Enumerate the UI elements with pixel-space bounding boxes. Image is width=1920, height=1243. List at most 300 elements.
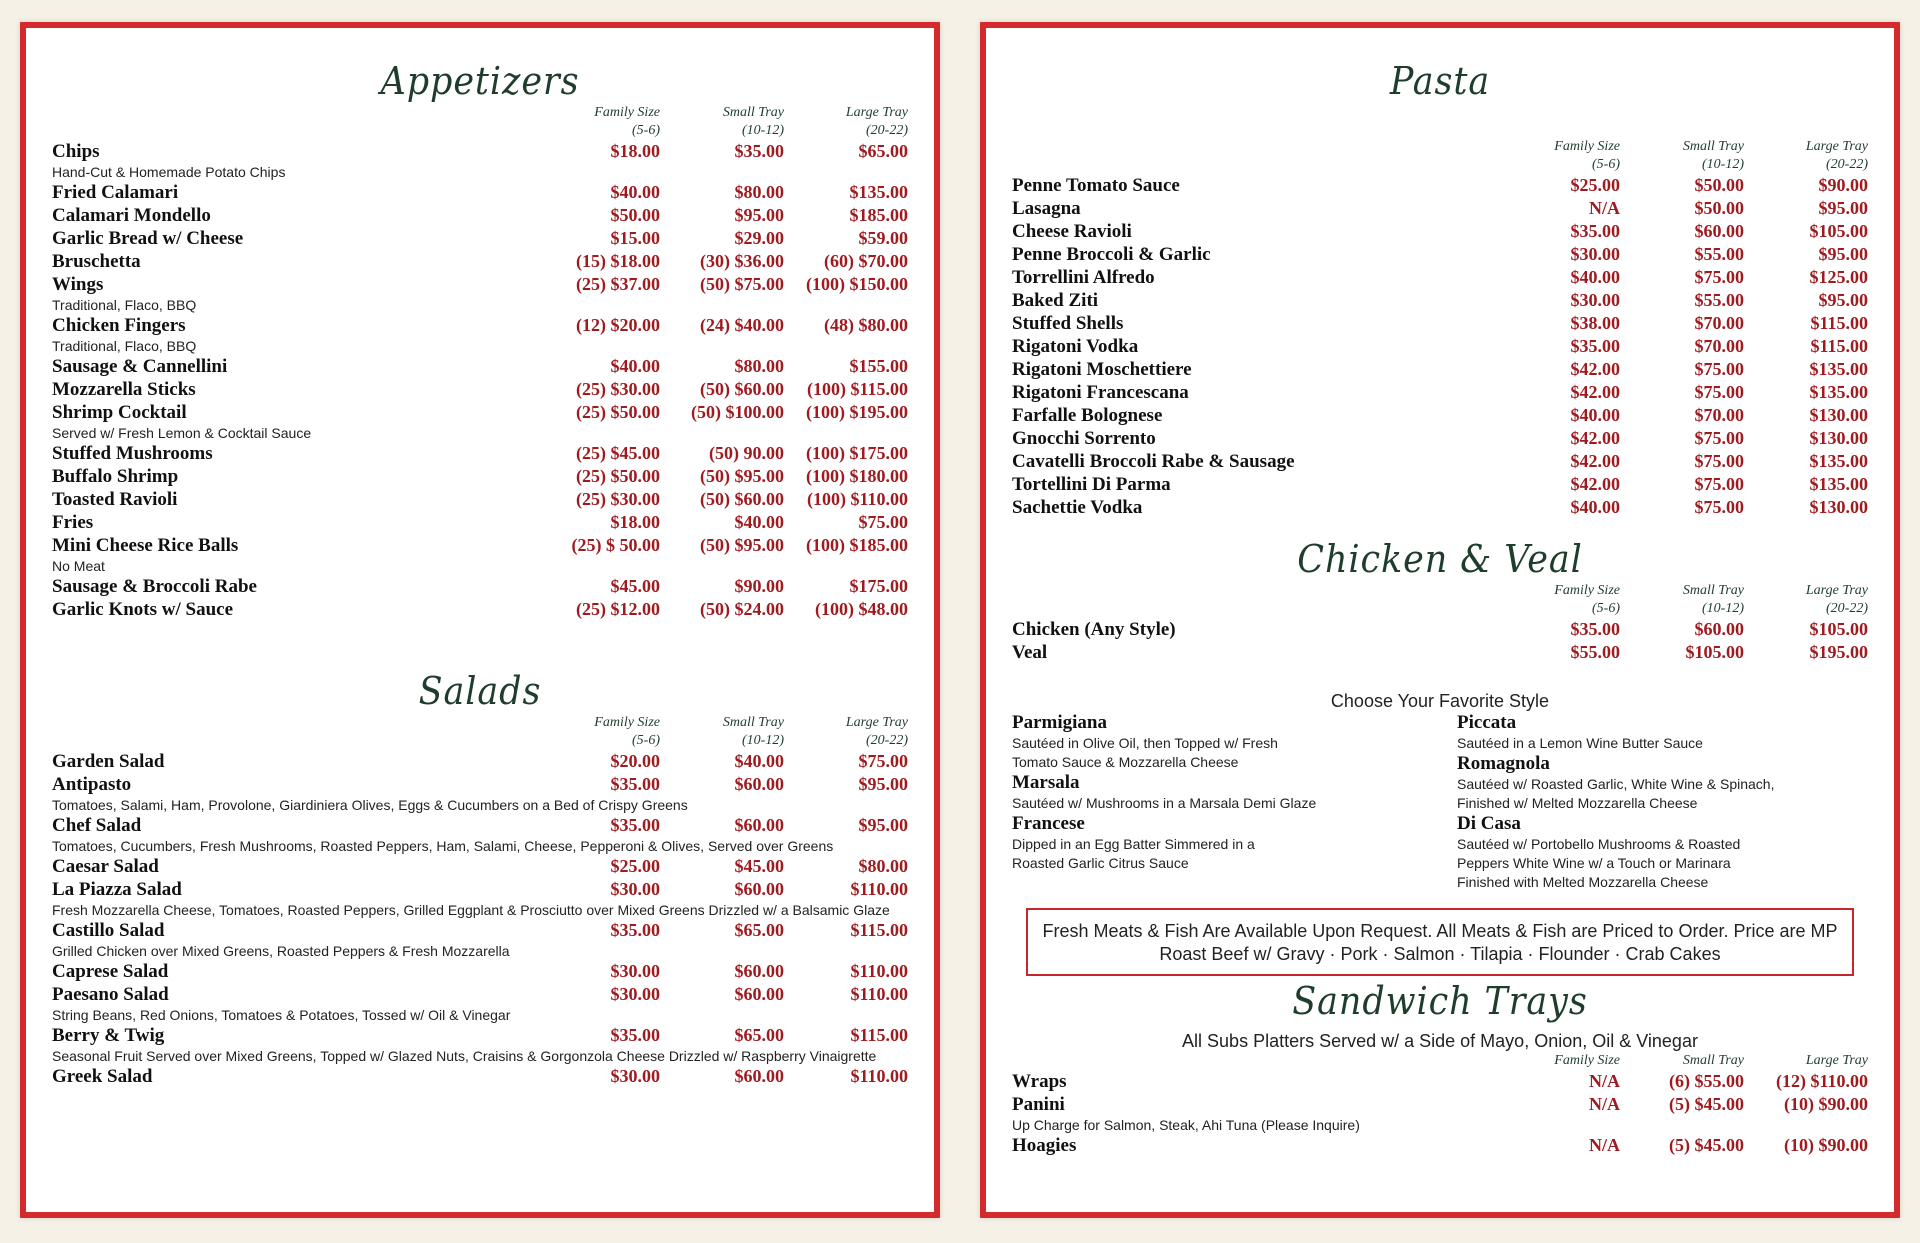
menu-item <box>52 227 908 250</box>
menu-item <box>52 181 908 204</box>
menu-item-line <box>1012 266 1868 289</box>
small-tray-price: $65.00 <box>734 920 784 940</box>
small-tray-price: $55.00 <box>1694 290 1744 310</box>
style-description: Sautéed w/ Mushrooms in a Marsala Demi Glaze <box>1012 795 1317 811</box>
family-size-price: (25) $50.00 <box>576 402 660 422</box>
menu-item <box>1012 358 1868 381</box>
menu-item <box>1012 1134 1868 1157</box>
small-tray-price: $35.00 <box>734 141 784 161</box>
family-size-price: $42.00 <box>1570 359 1620 379</box>
small-tray-price: $65.00 <box>734 1025 784 1045</box>
menu-item-name: Hoagies <box>1012 1135 1077 1156</box>
family-size-price: (25) $ 50.00 <box>571 535 660 555</box>
menu-item-line <box>52 598 908 621</box>
small-tray-price: $95.00 <box>734 205 784 225</box>
style-name: Romagnola <box>1457 753 1550 774</box>
menu-item-name: Rigatoni Vodka <box>1012 336 1139 357</box>
menu-item <box>1012 381 1868 404</box>
style-description: Peppers White Wine w/ a Touch or Marinara <box>1457 855 1731 871</box>
style-name: Francese <box>1012 813 1085 834</box>
family-size-header: Family Size (5-6) <box>594 715 660 748</box>
menu-item-name: Sachettie Vodka <box>1012 497 1143 518</box>
large-tray-price: $110.00 <box>850 1066 908 1086</box>
small-tray-price: $75.00 <box>1694 451 1744 471</box>
menu-item-name: Wings <box>52 274 104 295</box>
small-tray-price: (30) $36.00 <box>700 251 784 271</box>
menu-item-description: Tomatoes, Cucumbers, Fresh Mushrooms, Roasted Peppers, Ham, Salami, Cheese, Pepperoni & Olives, Served over Greens <box>52 838 834 854</box>
menu-item-description: Grilled Chicken over Mixed Greens, Roasted Peppers & Fresh Mozzarella <box>52 943 510 959</box>
large-tray-price: $130.00 <box>1809 428 1868 448</box>
menu-item <box>1012 289 1868 312</box>
family-size-price: $35.00 <box>1570 619 1620 639</box>
large-tray-price: $130.00 <box>1809 405 1868 425</box>
small-tray-price: $60.00 <box>734 879 784 899</box>
small-tray-price: $70.00 <box>1694 336 1744 356</box>
small-tray-price: $70.00 <box>1694 405 1744 425</box>
family-size-price: $45.00 <box>610 576 660 596</box>
style-description: Sautéed w/ Portobello Mushrooms & Roasted <box>1457 836 1741 852</box>
large-tray-price: $75.00 <box>858 512 908 532</box>
menu-item-line <box>52 181 908 204</box>
menu-item-line <box>52 378 908 401</box>
left-menu-page <box>20 22 940 1218</box>
menu-item <box>1012 1093 1868 1134</box>
menu-item-line <box>52 575 908 598</box>
chicken-veal-list <box>1012 618 1868 664</box>
family-size-price: $18.00 <box>610 512 660 532</box>
menu-item <box>52 855 908 878</box>
menu-item-line <box>52 878 908 901</box>
large-tray-price: $80.00 <box>858 856 908 876</box>
menu-item-line <box>1012 174 1868 197</box>
menu-item <box>1012 197 1868 220</box>
menu-item-line <box>1012 618 1868 641</box>
small-tray-price: $40.00 <box>734 751 784 771</box>
small-tray-header: Small Tray (10-12) <box>1682 583 1744 616</box>
menu-item-name: Toasted Ravioli <box>52 489 178 510</box>
menu-item <box>52 534 908 575</box>
menu-item-name: Penne Broccoli & Garlic <box>1012 244 1211 265</box>
menu-item-name: Berry & Twig <box>52 1025 165 1046</box>
large-tray-header: Large Tray (20-22) <box>845 105 908 138</box>
menu-item-description: String Beans, Red Onions, Tomatoes & Potatoes, Tossed w/ Oil & Vinegar <box>52 1007 511 1023</box>
pasta-column-headers <box>1012 138 1868 174</box>
menu-item-line <box>52 960 908 983</box>
small-tray-price: $60.00 <box>734 815 784 835</box>
family-size-price: $15.00 <box>610 228 660 248</box>
menu-item-line <box>52 814 908 837</box>
family-size-price: $30.00 <box>1570 290 1620 310</box>
style-description: Finished with Melted Mozzarella Cheese <box>1457 874 1709 890</box>
menu-item-line <box>1012 496 1868 519</box>
menu-item-name: Mozzarella Sticks <box>52 379 196 400</box>
small-tray-price: $105.00 <box>1685 642 1744 662</box>
large-tray-price: $115.00 <box>1810 313 1868 333</box>
family-size-price: $55.00 <box>1570 642 1620 662</box>
small-tray-price: (50) $100.00 <box>691 402 784 422</box>
family-size-price: N/A <box>1589 1135 1620 1155</box>
chicken-veal-section <box>986 536 1894 912</box>
family-size-price: $35.00 <box>610 1025 660 1045</box>
family-size-price: $35.00 <box>610 920 660 940</box>
family-size-price: $42.00 <box>1570 428 1620 448</box>
menu-item-line <box>52 314 908 337</box>
menu-item <box>52 1065 908 1088</box>
menu-item-description: Hand-Cut & Homemade Potato Chips <box>52 164 286 180</box>
menu-item <box>1012 641 1868 664</box>
menu-item-line <box>1012 1134 1868 1157</box>
large-tray-price: (100) $175.00 <box>806 443 908 463</box>
right-menu-page <box>980 22 1900 1218</box>
family-size-price: $30.00 <box>1570 244 1620 264</box>
family-size-price: $40.00 <box>1570 267 1620 287</box>
small-tray-price: (50) $75.00 <box>700 274 784 294</box>
small-tray-price: $55.00 <box>1694 244 1744 264</box>
small-tray-header: Small Tray <box>1682 1053 1744 1068</box>
large-tray-price: (12) $110.00 <box>1776 1071 1868 1091</box>
menu-item-line <box>1012 243 1868 266</box>
small-tray-price: $70.00 <box>1694 313 1744 333</box>
menu-item <box>1012 174 1868 197</box>
family-size-price: $30.00 <box>610 984 660 1004</box>
family-size-price: N/A <box>1589 1071 1620 1091</box>
menu-item-name: Rigatoni Francescana <box>1012 382 1189 403</box>
style-name: Di Casa <box>1457 813 1521 834</box>
menu-item-line <box>1012 641 1868 664</box>
family-size-price: $40.00 <box>610 356 660 376</box>
family-size-price: $25.00 <box>610 856 660 876</box>
menu-item <box>52 140 908 181</box>
menu-item-name: Stuffed Mushrooms <box>52 443 213 464</box>
menu-item <box>52 773 908 814</box>
menu-item <box>52 1024 908 1065</box>
large-tray-price: $110.00 <box>850 879 908 899</box>
salads-list <box>52 750 908 1088</box>
menu-item <box>1012 496 1868 519</box>
small-tray-price: $75.00 <box>1694 428 1744 448</box>
fresh-meats-notice <box>1026 908 1854 976</box>
menu-item <box>1012 335 1868 358</box>
salads-column-headers <box>52 714 908 750</box>
menu-item <box>1012 473 1868 496</box>
family-size-price: $38.00 <box>1570 313 1620 333</box>
menu-item-name: Castillo Salad <box>52 920 165 941</box>
style-description: Tomato Sauce & Mozzarella Cheese <box>1012 754 1239 770</box>
menu-item-name: Chicken (Any Style) <box>1012 619 1176 640</box>
menu-item-name: Cheese Ravioli <box>1012 221 1132 242</box>
menu-item <box>1012 312 1868 335</box>
small-tray-header: Small Tray (10-12) <box>722 105 784 138</box>
family-size-price: $42.00 <box>1570 382 1620 402</box>
style-description: Roasted Garlic Citrus Sauce <box>1012 855 1189 871</box>
notice-line-1: Fresh Meats & Fish Are Available Upon Request. All Meats & Fish are Priced to Order. Price are MP <box>1042 921 1838 941</box>
menu-item-name: Chef Salad <box>52 815 142 836</box>
large-tray-price: $110.00 <box>850 961 908 981</box>
menu-item-line <box>52 401 908 424</box>
small-tray-price: $60.00 <box>734 961 784 981</box>
menu-item <box>52 983 908 1024</box>
menu-item <box>52 960 908 983</box>
family-size-price: (25) $50.00 <box>576 466 660 486</box>
large-tray-price: $95.00 <box>1818 198 1868 218</box>
family-size-price: (25) $12.00 <box>576 599 660 619</box>
menu-item-name: Antipasto <box>52 774 132 795</box>
family-size-price: $42.00 <box>1570 474 1620 494</box>
menu-item-description: Fresh Mozzarella Cheese, Tomatoes, Roasted Peppers, Grilled Eggplant & Prosciutto over Mixed Greens Drizzled w/ a Balsamic Glaze <box>52 902 890 918</box>
menu-item <box>1012 1070 1868 1093</box>
large-tray-price: (100) $195.00 <box>806 402 908 422</box>
menu-item-name: Penne Tomato Sauce <box>1012 175 1180 196</box>
menu-item-description: Up Charge for Salmon, Steak, Ahi Tuna (Please Inquire) <box>1012 1117 1360 1133</box>
small-tray-price: (50) $95.00 <box>700 466 784 486</box>
family-size-price: (25) $30.00 <box>576 379 660 399</box>
menu-item <box>52 488 908 511</box>
family-size-price: $25.00 <box>1570 175 1620 195</box>
small-tray-price: $40.00 <box>734 512 784 532</box>
small-tray-price: $75.00 <box>1694 359 1744 379</box>
small-tray-price: $60.00 <box>734 984 784 1004</box>
menu-item-name: Garlic Knots w/ Sauce <box>52 599 234 620</box>
styles-left-column <box>1012 712 1432 873</box>
menu-item <box>1012 404 1868 427</box>
menu-item <box>52 814 908 855</box>
large-tray-price: (10) $90.00 <box>1784 1135 1868 1155</box>
family-size-price: (15) $18.00 <box>576 251 660 271</box>
small-tray-price: $60.00 <box>1694 619 1744 639</box>
large-tray-price: (100) $150.00 <box>806 274 908 294</box>
menu-item-name: Caesar Salad <box>52 856 159 877</box>
large-tray-header: Large Tray (20-22) <box>845 715 908 748</box>
appetizers-title: Appetizers <box>380 59 580 103</box>
small-tray-price: $60.00 <box>1694 221 1744 241</box>
menu-item-name: Baked Ziti <box>1012 290 1099 311</box>
menu-item-line <box>52 1024 908 1047</box>
menu-item-line <box>52 140 908 163</box>
menu-item-description: Tomatoes, Salami, Ham, Provolone, Giardiniera Olives, Eggs & Cucumbers on a Bed of Crispy Greens <box>52 797 688 813</box>
small-tray-price: $75.00 <box>1694 267 1744 287</box>
large-tray-price: $90.00 <box>1818 175 1868 195</box>
family-size-price: $35.00 <box>610 815 660 835</box>
large-tray-price: $105.00 <box>1809 221 1868 241</box>
style-name: Marsala <box>1012 772 1080 793</box>
menu-item-line <box>52 227 908 250</box>
small-tray-price: (24) $40.00 <box>700 315 784 335</box>
large-tray-price: (10) $90.00 <box>1784 1094 1868 1114</box>
large-tray-price: (100) $180.00 <box>806 466 908 486</box>
menu-item-line <box>1012 1093 1868 1116</box>
sandwich-note: All Subs Platters Served w/ a Side of Mayo, Onion, Oil & Vinegar <box>1182 1031 1698 1051</box>
menu-item-description: Traditional, Flaco, BBQ <box>52 338 197 354</box>
large-tray-price: $185.00 <box>849 205 908 225</box>
menu-item-name: Veal <box>1012 642 1048 663</box>
family-size-header: Family Size <box>1554 1053 1620 1068</box>
menu-item-name: Chicken Fingers <box>52 315 186 336</box>
small-tray-price: $29.00 <box>734 228 784 248</box>
large-tray-price: $175.00 <box>849 576 908 596</box>
family-size-price: N/A <box>1589 1094 1620 1114</box>
menu-item <box>52 401 908 442</box>
menu-item-description: Seasonal Fruit Served over Mixed Greens, Topped w/ Glazed Nuts, Craisins & Gorgonzola Cheese Drizzled w/ Raspberry Vinaigrette <box>52 1048 877 1064</box>
menu-item-line <box>1012 358 1868 381</box>
small-tray-price: $60.00 <box>734 774 784 794</box>
family-size-price: $40.00 <box>1570 405 1620 425</box>
small-tray-price: (5) $45.00 <box>1669 1094 1744 1114</box>
menu-item-line <box>52 250 908 273</box>
small-tray-price: $45.00 <box>734 856 784 876</box>
menu-item <box>52 465 908 488</box>
small-tray-price: $75.00 <box>1694 382 1744 402</box>
menu-item <box>52 250 908 273</box>
small-tray-header: Small Tray (10-12) <box>1682 139 1744 172</box>
menu-item-name: Gnocchi Sorrento <box>1012 428 1156 449</box>
small-tray-price: (50) $60.00 <box>700 379 784 399</box>
family-size-price: (12) $20.00 <box>576 315 660 335</box>
menu-item-name: Chips <box>52 141 100 162</box>
menu-item-line <box>52 773 908 796</box>
large-tray-price: $130.00 <box>1809 497 1868 517</box>
menu-item-line <box>1012 289 1868 312</box>
small-tray-price: (50) 90.00 <box>709 443 784 463</box>
small-tray-price: $50.00 <box>1694 175 1744 195</box>
small-tray-price: $75.00 <box>1694 474 1744 494</box>
menu-item-name: Lasagna <box>1012 198 1081 219</box>
menu-item <box>52 355 908 378</box>
small-tray-price: $80.00 <box>734 182 784 202</box>
menu-item-line <box>1012 381 1868 404</box>
small-tray-price: $60.00 <box>734 1066 784 1086</box>
menu-item <box>52 511 908 534</box>
large-tray-price: $75.00 <box>858 751 908 771</box>
menu-item-line <box>1012 312 1868 335</box>
menu-item <box>52 314 908 355</box>
style-description: Sautéed in a Lemon Wine Butter Sauce <box>1457 735 1703 751</box>
large-tray-price: $115.00 <box>850 920 908 940</box>
large-tray-header: Large Tray (20-22) <box>1805 139 1868 172</box>
large-tray-price: (60) $70.00 <box>824 251 908 271</box>
menu-item-line <box>1012 473 1868 496</box>
menu-item <box>1012 243 1868 266</box>
style-description: Sautéed in Olive Oil, then Topped w/ Fresh <box>1012 735 1278 751</box>
large-tray-price: $125.00 <box>1809 267 1868 287</box>
family-size-price: $30.00 <box>610 1066 660 1086</box>
menu-item-name: Bruschetta <box>52 251 141 272</box>
menu-item-name: Garden Salad <box>52 751 165 772</box>
family-size-price: $18.00 <box>610 141 660 161</box>
menu-item <box>52 598 908 621</box>
menu-item-name: Paesano Salad <box>52 984 169 1005</box>
menu-item-line <box>52 750 908 773</box>
sandwich-column-headers <box>1012 1052 1868 1070</box>
family-size-price: $20.00 <box>610 751 660 771</box>
large-tray-price: (48) $80.00 <box>824 315 908 335</box>
large-tray-price: $65.00 <box>858 141 908 161</box>
menu-item <box>1012 618 1868 641</box>
large-tray-price: $155.00 <box>849 356 908 376</box>
styles-right-column <box>1457 712 1877 892</box>
appetizers-section <box>26 58 934 621</box>
family-size-price: $35.00 <box>1570 336 1620 356</box>
menu-item-line <box>1012 427 1868 450</box>
family-size-header: Family Size (5-6) <box>1554 139 1620 172</box>
menu-item-line <box>1012 404 1868 427</box>
small-tray-price: $80.00 <box>734 356 784 376</box>
menu-item-description: No Meat <box>52 558 105 574</box>
large-tray-price: $135.00 <box>1809 474 1868 494</box>
menu-item-name: Cavatelli Broccoli Rabe & Sausage <box>1012 451 1295 472</box>
large-tray-price: $135.00 <box>1809 382 1868 402</box>
menu-item <box>52 750 908 773</box>
menu-item-line <box>52 273 908 296</box>
menu-item-line <box>52 855 908 878</box>
large-tray-header: Large Tray <box>1805 1053 1868 1068</box>
menu-item-name: Shrimp Cocktail <box>52 402 187 423</box>
small-tray-header: Small Tray (10-12) <box>722 715 784 748</box>
family-size-price: $35.00 <box>1570 221 1620 241</box>
menu-item-line <box>52 919 908 942</box>
sandwich-section <box>986 978 1894 1157</box>
family-size-price: (25) $37.00 <box>576 274 660 294</box>
menu-item-name: Torrellini Alfredo <box>1012 267 1155 288</box>
family-size-price: $30.00 <box>610 961 660 981</box>
menu-item-line <box>52 983 908 1006</box>
family-size-price: (25) $30.00 <box>576 489 660 509</box>
family-size-price: $42.00 <box>1570 451 1620 471</box>
small-tray-price: (50) $60.00 <box>700 489 784 509</box>
small-tray-price: $90.00 <box>734 576 784 596</box>
menu-item-line <box>1012 335 1868 358</box>
menu-item-name: Stuffed Shells <box>1012 313 1124 334</box>
chicken-veal-column-headers <box>1012 582 1868 618</box>
menu-item <box>52 378 908 401</box>
menu-item <box>1012 220 1868 243</box>
menu-item-name: Tortellini Di Parma <box>1012 474 1171 495</box>
menu-item-line <box>52 355 908 378</box>
large-tray-price: $110.00 <box>850 984 908 1004</box>
large-tray-price: (100) $110.00 <box>807 489 908 509</box>
menu-item-name: Wraps <box>1012 1071 1067 1092</box>
small-tray-price: (50) $24.00 <box>700 599 784 619</box>
style-name: Piccata <box>1457 712 1517 733</box>
menu-item-line <box>1012 220 1868 243</box>
large-tray-price: $135.00 <box>849 182 908 202</box>
family-size-header: Family Size (5-6) <box>594 105 660 138</box>
menu-item <box>52 442 908 465</box>
salads-section <box>26 668 934 1088</box>
large-tray-price: $95.00 <box>858 774 908 794</box>
large-tray-price: $95.00 <box>1818 244 1868 264</box>
menu-item-name: Garlic Bread w/ Cheese <box>52 228 244 249</box>
large-tray-price: $135.00 <box>1809 359 1868 379</box>
pasta-list <box>1012 174 1868 519</box>
menu-item <box>1012 266 1868 289</box>
chicken-veal-title: Chicken & Veal <box>1297 537 1583 581</box>
small-tray-price: (6) $55.00 <box>1669 1071 1744 1091</box>
small-tray-price: (5) $45.00 <box>1669 1135 1744 1155</box>
large-tray-price: $115.00 <box>850 1025 908 1045</box>
menu-item-name: Greek Salad <box>52 1066 153 1087</box>
style-description: Finished w/ Melted Mozzarella Cheese <box>1457 795 1698 811</box>
appetizers-list <box>52 140 908 621</box>
small-tray-price: (50) $95.00 <box>700 535 784 555</box>
small-tray-price: $75.00 <box>1694 497 1744 517</box>
family-size-price: $50.00 <box>610 205 660 225</box>
sandwich-title: Sandwich Trays <box>1292 979 1588 1023</box>
menu-item-name: Calamari Mondello <box>52 205 211 226</box>
menu-item-description: Served w/ Fresh Lemon & Cocktail Sauce <box>52 425 312 441</box>
menu-item-name: Farfalle Bolognese <box>1012 405 1163 426</box>
menu-item-line <box>52 488 908 511</box>
large-tray-price: $95.00 <box>1818 290 1868 310</box>
